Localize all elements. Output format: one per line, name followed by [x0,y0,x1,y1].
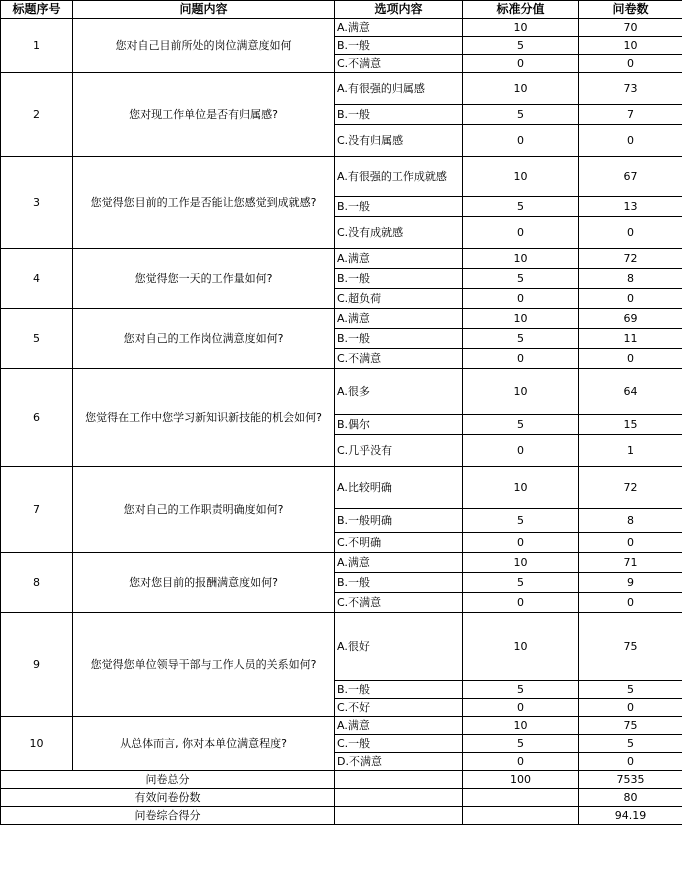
option-label: A.有很强的工作成就感 [335,157,463,197]
question-text: 您对现工作单位是否有归属感? [73,73,335,157]
option-score: 0 [463,753,579,771]
question-text: 您觉得在工作中您学习新知识新技能的机会如何? [73,369,335,467]
summary-label: 问卷总分 [1,771,335,789]
option-label: A.很多 [335,369,463,415]
option-score: 5 [463,37,579,55]
option-count: 0 [579,753,682,771]
option-count: 8 [579,269,682,289]
option-count: 0 [579,533,682,553]
question-text: 您对自己的工作职责明确度如何? [73,467,335,553]
table-row [1,309,682,329]
option-count: 8 [579,509,682,533]
option-label: B.一般明确 [335,509,463,533]
option-score: 10 [463,73,579,105]
option-label: D.不满意 [335,753,463,771]
option-score: 10 [463,309,579,329]
option-score: 10 [463,467,579,509]
option-label: C.不明确 [335,533,463,553]
option-count: 0 [579,217,682,249]
option-score: 0 [463,289,579,309]
option-score: 5 [463,415,579,435]
question-number: 10 [1,717,73,771]
option-score: 5 [463,735,579,753]
option-score: 10 [463,19,579,37]
option-count: 72 [579,467,682,509]
header-question-no: 标题序号 [1,1,73,19]
table-row [1,717,682,735]
option-label: A.满意 [335,19,463,37]
summary-label: 问卷综合得分 [1,807,335,825]
option-score: 10 [463,717,579,735]
option-count: 72 [579,249,682,269]
option-score: 5 [463,197,579,217]
summary-count: 80 [579,789,682,807]
option-label: C.不满意 [335,55,463,73]
option-label: C.没有成就感 [335,217,463,249]
option-label: B.一般 [335,573,463,593]
option-score: 10 [463,369,579,415]
question-number: 8 [1,553,73,613]
option-label: C.没有归属感 [335,125,463,157]
option-count: 64 [579,369,682,415]
option-label: B.一般 [335,37,463,55]
question-number: 7 [1,467,73,553]
option-count: 67 [579,157,682,197]
option-score: 10 [463,157,579,197]
option-label: C.不好 [335,699,463,717]
option-label: B.一般 [335,681,463,699]
summary-option [335,789,463,807]
question-text: 您觉得您一天的工作量如何? [73,249,335,309]
summary-row [1,771,682,789]
table-row [1,19,682,37]
option-count: 0 [579,55,682,73]
option-label: B.一般 [335,105,463,125]
option-label: A.满意 [335,249,463,269]
table-body [1,19,682,825]
question-number: 2 [1,73,73,157]
header-standard-score: 标准分值 [463,1,579,19]
option-score: 5 [463,573,579,593]
option-score: 0 [463,125,579,157]
option-count: 13 [579,197,682,217]
summary-score [463,789,579,807]
option-label: C.几乎没有 [335,435,463,467]
summary-count: 94.19 [579,807,682,825]
question-number: 3 [1,157,73,249]
option-count: 71 [579,553,682,573]
header-question-content: 问题内容 [73,1,335,19]
option-count: 75 [579,717,682,735]
option-score: 0 [463,55,579,73]
option-score: 0 [463,699,579,717]
table-row [1,467,682,509]
option-count: 1 [579,435,682,467]
table-row [1,613,682,681]
option-score: 5 [463,681,579,699]
summary-option [335,807,463,825]
question-text: 从总体而言, 你对本单位满意程度? [73,717,335,771]
option-count: 11 [579,329,682,349]
option-score: 0 [463,435,579,467]
option-count: 15 [579,415,682,435]
summary-row [1,807,682,825]
option-score: 5 [463,269,579,289]
summary-count: 7535 [579,771,682,789]
option-count: 73 [579,73,682,105]
question-number: 4 [1,249,73,309]
option-score: 0 [463,593,579,613]
header-option-content: 选项内容 [335,1,463,19]
question-text: 您对您目前的报酬满意度如何? [73,553,335,613]
option-score: 10 [463,553,579,573]
option-count: 5 [579,735,682,753]
summary-score: 100 [463,771,579,789]
option-score: 0 [463,217,579,249]
header-survey-count: 问卷数 [579,1,682,19]
option-score: 0 [463,349,579,369]
option-score: 10 [463,613,579,681]
question-text: 您觉得您目前的工作是否能让您感觉到成就感? [73,157,335,249]
option-score: 0 [463,533,579,553]
option-label: C.超负荷 [335,289,463,309]
table-row [1,157,682,197]
option-count: 0 [579,289,682,309]
option-count: 0 [579,699,682,717]
option-count: 69 [579,309,682,329]
summary-label: 有效问卷份数 [1,789,335,807]
option-label: B.一般 [335,197,463,217]
option-label: C.不满意 [335,349,463,369]
option-label: A.有很强的归属感 [335,73,463,105]
option-count: 10 [579,37,682,55]
option-count: 75 [579,613,682,681]
option-label: C.不满意 [335,593,463,613]
option-count: 0 [579,349,682,369]
option-score: 5 [463,105,579,125]
option-label: A.比较明确 [335,467,463,509]
question-number: 6 [1,369,73,467]
option-label: A.满意 [335,717,463,735]
table-row [1,369,682,415]
option-count: 0 [579,593,682,613]
question-number: 9 [1,613,73,717]
header-row [1,1,682,19]
option-label: B.偶尔 [335,415,463,435]
option-label: C.一般 [335,735,463,753]
option-count: 5 [579,681,682,699]
option-score: 5 [463,509,579,533]
table-row [1,249,682,269]
option-score: 10 [463,249,579,269]
option-label: A.满意 [335,309,463,329]
option-count: 70 [579,19,682,37]
table-row [1,73,682,105]
question-text: 您觉得您单位领导干部与工作人员的关系如何? [73,613,335,717]
question-text: 您对自己的工作岗位满意度如何? [73,309,335,369]
option-label: A.满意 [335,553,463,573]
option-count: 7 [579,105,682,125]
summary-option [335,771,463,789]
option-score: 5 [463,329,579,349]
summary-row [1,789,682,807]
question-number: 5 [1,309,73,369]
question-number: 1 [1,19,73,73]
option-label: B.一般 [335,329,463,349]
option-count: 0 [579,125,682,157]
question-text: 您对自己目前所处的岗位满意度如何 [73,19,335,73]
option-label: A.很好 [335,613,463,681]
table-row [1,553,682,573]
option-count: 9 [579,573,682,593]
option-label: B.一般 [335,269,463,289]
summary-score [463,807,579,825]
